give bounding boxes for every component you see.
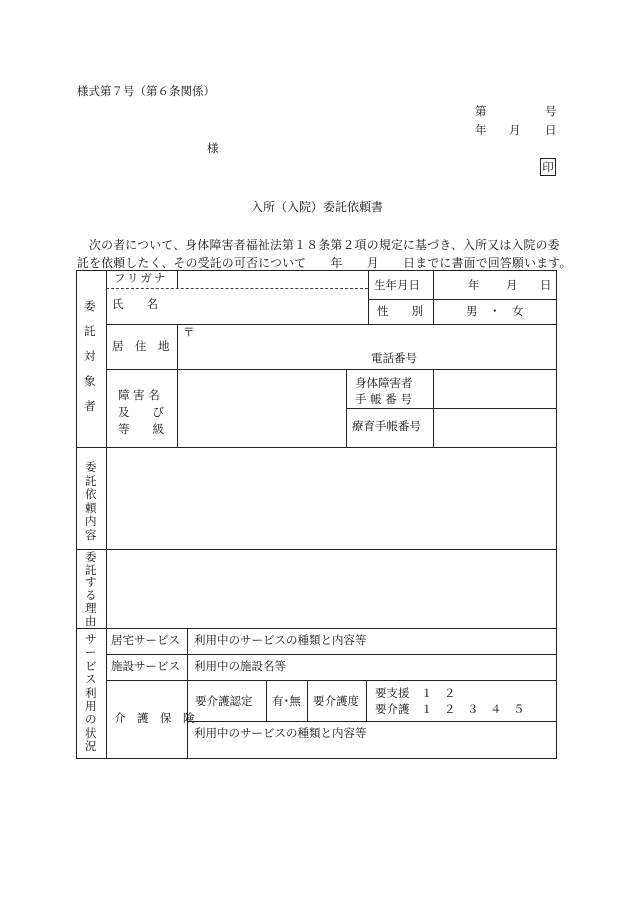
support-levels: 要支援 １ ２ [375,686,456,700]
home-service-label: 居宅サービス [111,633,180,647]
person-heading-char: 象 [84,374,96,388]
seal-mark: 印 [540,158,556,176]
care-service-value: 利用中のサービスの種類と内容等 [194,726,367,740]
service-heading-char: 状 [85,725,97,740]
reason-section-heading [85,551,97,627]
facility-service-value: 利用中の施設名等 [194,659,286,673]
service-heading-char: ー [85,645,97,660]
handbook-label-line: 身体障害者 [355,376,413,390]
gender-label: 性 別 [377,304,423,318]
service-heading-char: 用 [85,699,97,714]
birth-year: 年 [468,278,480,292]
date-year: 年 [475,123,487,137]
number-suffix: 号 [545,104,557,118]
disability-label [118,387,164,438]
postal-mark: 〒 [183,325,195,339]
person-heading-char: 者 [84,399,96,413]
addressee-suffix: 様 [207,141,219,155]
intro-line-1: 次の者について、身体障害者福祉法第１８条第２項の規定に基づき、入所又は入院の委 [89,238,560,252]
service-heading-char: ビ [85,658,97,673]
reason-heading-char: 理 [85,600,97,615]
handbook-divider [346,408,557,409]
care-levels: 要介護 １ ２ ３ ４ ５ [375,702,525,716]
number-prefix: 第 [475,104,487,118]
name-row-end [106,324,557,325]
birthdate-label: 生年月日 [374,278,420,292]
furigana-dashed-line [106,288,368,289]
care-insurance-label: 介 護 保 険 [114,711,195,725]
service-label-divider [187,628,188,758]
request-heading-char: 委 [85,460,97,474]
divider-request-end [76,549,557,550]
intro-line-2: 託を依頼したく、その受託の可否について 年 月 日までに書面で回答願います。 [77,256,572,270]
care-cert-row-end [187,721,557,722]
home-service-row-end [106,654,557,655]
handbook-label [355,375,413,407]
ryoiku-label: 療育手帳番号 [352,419,421,433]
request-heading-char: 頼 [85,500,97,515]
service-section-heading [85,633,97,754]
reason-heading-char: す [85,575,97,590]
furigana-divider [177,270,178,288]
home-service-value: 利用中のサービスの種類と内容等 [194,633,367,647]
handbook-label-line: 手 帳 番 号 [355,392,412,406]
intro-text [77,236,572,272]
request-heading-char: 託 [85,473,97,488]
table-border-left [76,270,77,758]
birth-label-right [433,270,434,324]
service-heading-char: サ [85,632,97,646]
document-title: 入所（入院）委託依頼書 [251,200,384,214]
disability-label-line: 障 害 名 [118,388,160,402]
name-label: 氏 名 [112,297,158,311]
reason-heading-char: 委 [85,550,97,564]
request-heading-char: 容 [85,527,97,542]
facility-service-label: 施設サービス [111,659,180,673]
service-heading-char: の [85,712,97,727]
disability-label-line: 及 び [118,405,164,419]
request-heading-char: 内 [85,514,97,528]
phone-label: 電話番号 [371,351,417,365]
birth-label-left [368,270,369,324]
date-day: 日 [545,123,557,137]
table-border-right [556,270,557,758]
birth-month: 月 [506,278,518,292]
person-heading-char: 対 [84,349,96,363]
reason-heading-char: 託 [85,562,97,577]
birth-day: 日 [540,278,552,292]
table-border-bottom [76,758,557,759]
label-column-divider [177,324,178,447]
reason-heading-char: 由 [85,613,97,628]
heading-column-divider [106,270,107,758]
request-heading-char: 依 [85,487,97,501]
address-label: 居 住 地 [112,339,170,353]
form-reference: 様式第７号（第６条関係） [77,84,215,98]
service-heading-char: 利 [85,685,97,700]
divider-reason-end [76,628,557,629]
care-cert-divider-3 [366,680,367,721]
reason-heading-char: る [85,588,97,603]
care-cert-label: 要介護認定 [195,694,253,708]
person-heading-char: 託 [84,324,96,338]
disability-label-line: 等 級 [118,422,164,436]
date-month: 月 [509,123,521,137]
divider-person-end [76,447,557,448]
birth-gender-divider [368,299,557,300]
request-section-heading [85,461,97,542]
service-heading-char: ス [85,672,97,687]
furigana-label: フリガナ [114,271,168,285]
gender-value: 男 ・ 女 [466,304,524,318]
service-heading-char: 況 [85,739,97,754]
care-level-label: 要介護度 [313,694,359,708]
person-section-heading [84,294,96,419]
care-cert-divider-2 [307,680,308,721]
care-cert-divider-1 [266,680,267,721]
address-row-end [106,369,557,370]
person-heading-char: 委 [84,299,96,313]
care-cert-value: 有･無 [272,694,301,708]
facility-service-row-end [106,680,557,681]
